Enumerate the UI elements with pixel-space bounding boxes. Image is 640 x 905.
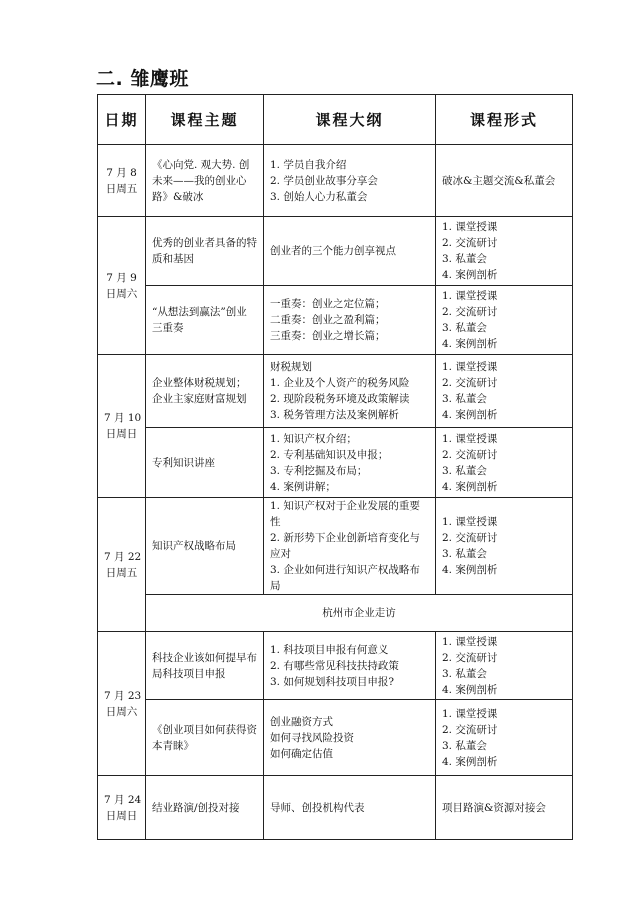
outline-cell: [264, 286, 436, 355]
format-cell: [436, 776, 573, 840]
outline-cell: [264, 632, 436, 700]
topic-cell: [146, 217, 264, 286]
outline-item: 3. 企业如何进行知识产权战略布局: [270, 564, 420, 592]
date-line: 日周六: [105, 705, 138, 718]
header-topic: 课程主题: [146, 95, 264, 145]
topic-cell: [146, 498, 264, 595]
topic-text: “从想法到赢法”创业三重奏: [152, 306, 247, 334]
outline-cell: [264, 355, 436, 428]
schedule-table: [97, 94, 573, 840]
date-cell: [98, 498, 146, 632]
topic-cell: [146, 145, 264, 217]
format-item: 4. 案例剖析: [442, 755, 498, 768]
format-item: 2. 交流研讨: [442, 237, 498, 249]
topic-text: 《心向党. 观大势. 创未来——我的创业心路》&破冰: [152, 158, 250, 203]
company-visit-cell: 杭州市企业走访: [146, 595, 573, 632]
format-item: 破冰&主题交流&私董会: [442, 174, 556, 187]
table-row: [98, 595, 573, 632]
date-cell: [98, 145, 146, 217]
topic-text: 科技企业该如何提早布局科技项目申报: [152, 651, 257, 680]
outline-item: 如何寻找风险投资: [270, 731, 354, 744]
outline-item: 1. 知识产权对于企业发展的重要性: [270, 500, 420, 528]
format-item: 3. 私董会: [442, 322, 487, 334]
format-item: 4. 案例剖析: [442, 409, 498, 421]
date-cell: [98, 355, 146, 498]
format-item: 3. 私董会: [442, 464, 487, 477]
format-item: 1. 课堂授课: [442, 221, 498, 233]
table-row: [98, 217, 573, 286]
format-item: 1. 课堂授课: [442, 290, 498, 302]
outline-item: 财税规划: [270, 361, 312, 373]
outline-cell: [264, 498, 436, 595]
format-item: 2. 交流研讨: [442, 448, 498, 461]
topic-text: 企业主家庭财富规划: [152, 393, 247, 405]
header-format: 课程形式: [436, 95, 573, 145]
outline-item: 创业融资方式: [270, 715, 333, 728]
format-item: 2. 交流研讨: [442, 532, 498, 544]
format-item: 3. 私董会: [442, 667, 487, 680]
table-row: [98, 700, 573, 776]
header-date: 日期: [98, 95, 146, 145]
outline-item: 3. 税务管理方法及案例解析: [270, 409, 399, 421]
outline-item: 2. 现阶段税务环境及政策解读: [270, 393, 410, 405]
format-item: 3. 私董会: [442, 739, 487, 752]
topic-text: 企业整体财税规划；: [152, 377, 247, 389]
date-line: 7 月 9: [106, 271, 137, 284]
date-cell: [98, 632, 146, 776]
outline-cell: [264, 217, 436, 286]
outline-item: 3. 创始人心力私董会: [270, 190, 368, 203]
topic-text: 结业路演/创投对接: [152, 801, 240, 814]
outline-item: 1. 学员自我介绍: [270, 158, 347, 171]
topic-cell: [146, 355, 264, 428]
outline-cell: [264, 776, 436, 840]
outline-item: 2. 新形势下企业创新培育变化与应对: [270, 532, 420, 560]
date-line: 日周五: [105, 566, 138, 579]
format-item: 项目路演&资源对接会: [442, 801, 546, 814]
topic-cell: [146, 428, 264, 498]
topic-cell: [146, 700, 264, 776]
topic-text: 专利知识讲座: [152, 456, 215, 469]
table-row: [98, 776, 573, 840]
format-cell: [436, 632, 573, 700]
format-cell: [436, 498, 573, 595]
outline-item: 3. 专利挖掘及布局；: [270, 464, 368, 477]
format-item: 4. 案例剖析: [442, 480, 498, 493]
outline-item: 导师、创投机构代表: [270, 801, 365, 814]
format-item: 3. 私董会: [442, 253, 487, 265]
outline-item: 2. 专利基础知识及申报；: [270, 448, 389, 461]
outline-item: 三重奏：创业之增长篇；: [270, 330, 386, 342]
format-cell: [436, 145, 573, 217]
topic-cell: [146, 632, 264, 700]
date-cell: [98, 776, 146, 840]
date-line: 日周六: [105, 287, 138, 300]
date-line: 日周日: [105, 428, 138, 440]
table-row: [98, 286, 573, 355]
table-header-row: [98, 95, 573, 145]
outline-item: 二重奏：创业之盈利篇；: [270, 314, 386, 326]
table-row: [98, 145, 573, 217]
outline-item: 2. 有哪些常见科技扶持政策: [270, 659, 399, 672]
topic-cell: [146, 286, 264, 355]
outline-item: 1. 科技项目申报有何意义: [270, 643, 389, 656]
format-cell: [436, 700, 573, 776]
format-item: 2. 交流研讨: [442, 306, 498, 318]
date-line: 日周日: [105, 809, 138, 822]
format-item: 2. 交流研讨: [442, 651, 498, 664]
format-item: 3. 私董会: [442, 548, 487, 560]
format-item: 2. 交流研讨: [442, 723, 498, 736]
table-row: [98, 428, 573, 498]
page-title: 二. 雏鹰班: [96, 68, 189, 90]
format-item: 2. 交流研讨: [442, 377, 498, 389]
topic-text: 知识产权战略布局: [152, 540, 236, 552]
topic-cell: [146, 776, 264, 840]
format-cell: [436, 355, 573, 428]
format-item: 1. 课堂授课: [442, 432, 498, 445]
date-line: 7 月 24: [104, 793, 142, 806]
outline-item: 一重奏：创业之定位篇；: [270, 298, 386, 310]
outline-item: 3. 如何规划科技项目申报?: [270, 675, 394, 688]
outline-item: 1. 知识产权介绍；: [270, 432, 357, 445]
format-item: 4. 案例剖析: [442, 338, 498, 350]
table-row: [98, 498, 573, 595]
format-item: 1. 课堂授课: [442, 707, 498, 720]
format-cell: [436, 428, 573, 498]
format-item: 4. 案例剖析: [442, 564, 498, 576]
outline-item: 1. 企业及个人资产的税务风险: [270, 377, 410, 389]
format-cell: [436, 286, 573, 355]
format-item: 4. 案例剖析: [442, 269, 498, 281]
date-line: 7 月 23: [104, 689, 142, 702]
date-cell: [98, 217, 146, 355]
format-item: 3. 私董会: [442, 393, 487, 405]
outline-cell: [264, 700, 436, 776]
format-item: 1. 课堂授课: [442, 361, 498, 373]
format-item: 1. 课堂授课: [442, 635, 498, 648]
format-item: 1. 课堂授课: [442, 516, 498, 528]
outline-item: 2. 学员创业故事分享会: [270, 174, 378, 187]
date-line: 7 月 22: [104, 550, 142, 563]
date-line: 7 月 10: [104, 412, 142, 424]
format-cell: [436, 217, 573, 286]
outline-item: 4. 案例讲解；: [270, 480, 336, 493]
header-outline: 课程大纲: [264, 95, 436, 145]
outline-item: 如何确定估值: [270, 747, 333, 760]
table-row: [98, 632, 573, 700]
topic-text: 《创业项目如何获得资本青睐》: [152, 723, 257, 752]
format-item: 4. 案例剖析: [442, 683, 498, 696]
outline-cell: [264, 145, 436, 217]
outline-cell: [264, 428, 436, 498]
date-line: 7 月 8: [106, 166, 137, 179]
date-line: 日周五: [105, 182, 138, 195]
table-row: [98, 355, 573, 428]
topic-text: 优秀的创业者具备的特质和基因: [152, 237, 257, 265]
outline-item: 创业者的三个能力创享视点: [270, 245, 396, 257]
